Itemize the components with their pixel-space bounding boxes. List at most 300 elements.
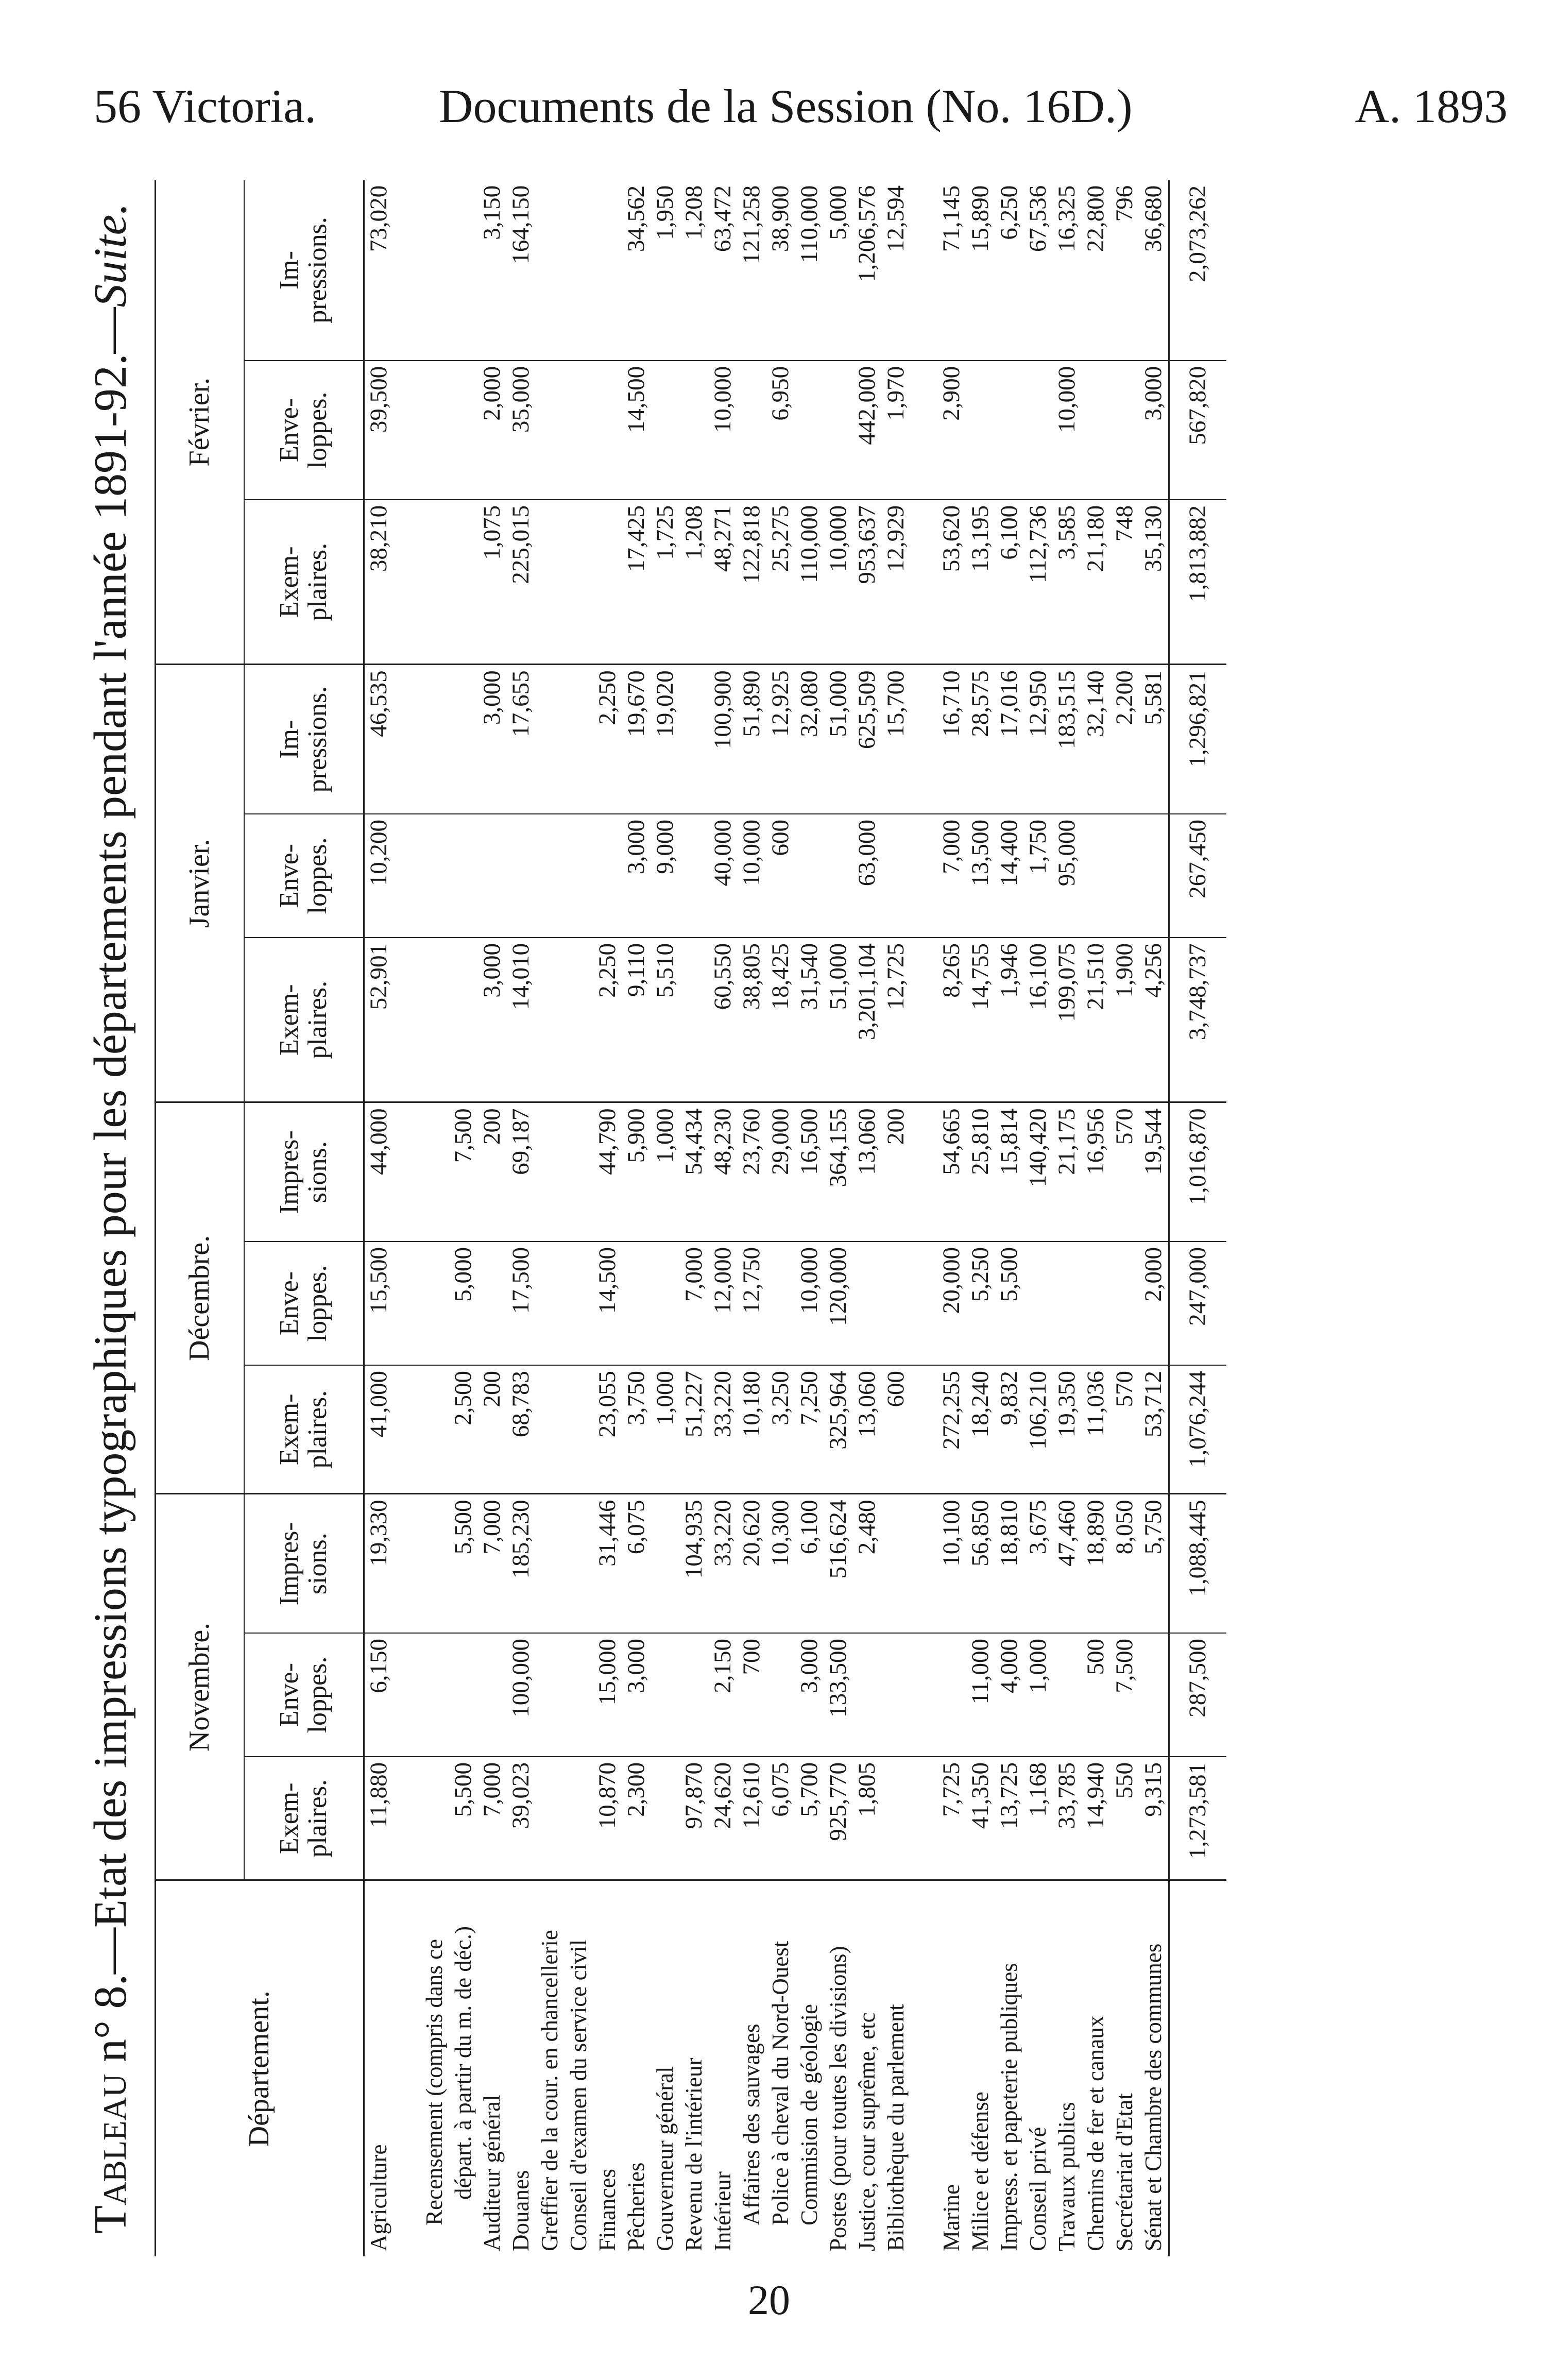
value-cell: 6,100 bbox=[995, 500, 1024, 665]
value-cell: 5,000 bbox=[449, 1242, 478, 1365]
value-cell bbox=[1110, 814, 1139, 938]
value-cell: 16,325 bbox=[1053, 180, 1082, 361]
value-cell bbox=[680, 1633, 709, 1757]
value-cell: 15,500 bbox=[364, 1242, 394, 1365]
value-cell bbox=[565, 1242, 593, 1365]
value-cell bbox=[449, 500, 478, 665]
value-cell: 39,023 bbox=[507, 1757, 536, 1880]
value-cell bbox=[680, 938, 709, 1102]
value-cell: 925,770 bbox=[824, 1757, 853, 1880]
value-cell: 16,956 bbox=[1082, 1102, 1110, 1242]
value-cell: 20,000 bbox=[937, 1242, 966, 1365]
value-cell: 21,510 bbox=[1082, 938, 1110, 1102]
value-cell: 51,000 bbox=[824, 665, 853, 814]
table-row bbox=[651, 180, 680, 2256]
value-cell: 8,265 bbox=[937, 938, 966, 1102]
table-row bbox=[680, 180, 709, 2256]
subheader-line-2: loppes. bbox=[303, 1656, 332, 1733]
value-cell: 500 bbox=[1082, 1633, 1110, 1757]
subheader-line-1: Im- bbox=[275, 720, 304, 759]
value-cell: 104,935 bbox=[680, 1494, 709, 1633]
value-cell bbox=[449, 1633, 478, 1757]
value-cell: 19,544 bbox=[1139, 1102, 1169, 1242]
value-cell: 225,015 bbox=[507, 500, 536, 665]
value-cell bbox=[536, 1365, 565, 1494]
value-cell bbox=[651, 1633, 680, 1757]
value-cell: 38,900 bbox=[766, 180, 795, 361]
value-cell: 5,000 bbox=[824, 180, 853, 361]
value-cell: 18,425 bbox=[766, 938, 795, 1102]
value-cell: 1,950 bbox=[651, 180, 680, 361]
value-cell: 15,000 bbox=[593, 1633, 622, 1757]
value-cell: 18,810 bbox=[995, 1494, 1024, 1633]
total-cell: 1,273,581 bbox=[1169, 1757, 1227, 1880]
value-cell: 6,075 bbox=[766, 1757, 795, 1880]
value-cell bbox=[536, 1494, 565, 1633]
value-cell bbox=[536, 500, 565, 665]
table-row bbox=[622, 180, 651, 2256]
value-cell bbox=[565, 361, 593, 500]
value-cell: 7,500 bbox=[449, 1102, 478, 1242]
running-header-right: A. 1893 bbox=[1355, 80, 1508, 132]
department-label: départ. à partir du m. de déc.) bbox=[450, 1926, 476, 2200]
value-cell: 1,208 bbox=[680, 500, 709, 665]
value-cell bbox=[824, 814, 853, 938]
value-cell: 3,750 bbox=[622, 1365, 651, 1494]
value-cell bbox=[449, 938, 478, 1102]
value-cell: 5,500 bbox=[449, 1757, 478, 1880]
value-cell: 14,500 bbox=[622, 361, 651, 500]
department-label: Police à cheval du Nord-Ouest bbox=[767, 1941, 794, 2225]
value-cell bbox=[1110, 1242, 1139, 1365]
value-cell: 60,550 bbox=[709, 938, 738, 1102]
value-cell: 14,755 bbox=[966, 938, 995, 1102]
value-cell: 1,206,576 bbox=[853, 180, 882, 361]
value-cell bbox=[420, 361, 449, 500]
table-row bbox=[709, 180, 738, 2256]
value-cell: 1,000 bbox=[1024, 1633, 1053, 1757]
value-cell: 6,250 bbox=[995, 180, 1024, 361]
value-cell: 3,585 bbox=[1053, 500, 1082, 665]
month-header-janvier: Janvier. bbox=[156, 665, 245, 1102]
value-cell: 3,150 bbox=[478, 180, 507, 361]
value-cell: 5,250 bbox=[966, 1242, 995, 1365]
value-cell bbox=[593, 814, 622, 938]
value-cell: 2,500 bbox=[449, 1365, 478, 1494]
value-cell: 7,000 bbox=[680, 1242, 709, 1365]
value-cell: 2,480 bbox=[853, 1494, 882, 1633]
value-cell bbox=[420, 1494, 449, 1633]
value-cell: 15,814 bbox=[995, 1102, 1024, 1242]
value-cell: 7,000 bbox=[478, 1757, 507, 1880]
value-cell: 19,350 bbox=[1053, 1365, 1082, 1494]
spacer-row bbox=[394, 180, 420, 2256]
value-cell: 10,180 bbox=[738, 1365, 766, 1494]
department-label: Chemins de fer et canaux bbox=[1083, 2015, 1109, 2251]
value-cell: 33,785 bbox=[1053, 1757, 1082, 1880]
value-cell bbox=[882, 1757, 911, 1880]
value-cell: 10,000 bbox=[824, 500, 853, 665]
value-cell: 28,575 bbox=[966, 665, 995, 814]
value-cell: 71,145 bbox=[937, 180, 966, 361]
value-cell: 10,300 bbox=[766, 1494, 795, 1633]
table-row bbox=[824, 180, 853, 2256]
table-row bbox=[995, 180, 1024, 2256]
value-cell: 39,500 bbox=[364, 361, 394, 500]
value-cell: 21,175 bbox=[1053, 1102, 1082, 1242]
value-cell: 25,275 bbox=[766, 500, 795, 665]
value-cell bbox=[565, 665, 593, 814]
value-cell bbox=[420, 1633, 449, 1757]
value-cell: 4,000 bbox=[995, 1633, 1024, 1757]
page-number: 20 bbox=[748, 2276, 790, 2323]
subheader-line-2: loppes. bbox=[303, 392, 332, 469]
value-cell: 6,075 bbox=[622, 1494, 651, 1633]
subheader-line-1: Exem- bbox=[275, 984, 304, 1056]
value-cell bbox=[1024, 1242, 1053, 1365]
subheader-line-2: plaires. bbox=[303, 980, 332, 1059]
month-header-novembre: Novembre. bbox=[156, 1494, 245, 1880]
running-header-center bbox=[439, 82, 1133, 130]
header-center-close: .) bbox=[1104, 80, 1133, 132]
value-cell: 14,010 bbox=[507, 938, 536, 1102]
value-cell: 3,675 bbox=[1024, 1494, 1053, 1633]
value-cell: 112,736 bbox=[1024, 500, 1053, 665]
value-cell: 11,000 bbox=[966, 1633, 995, 1757]
value-cell: 73,020 bbox=[364, 180, 394, 361]
table-row bbox=[966, 180, 995, 2256]
value-cell: 11,036 bbox=[1082, 1365, 1110, 1494]
value-cell: 16,100 bbox=[1024, 938, 1053, 1102]
value-cell: 7,000 bbox=[478, 1494, 507, 1633]
subheader-line-1: Im- bbox=[275, 250, 304, 290]
value-cell: 5,581 bbox=[1139, 665, 1169, 814]
value-cell bbox=[536, 814, 565, 938]
value-cell: 3,000 bbox=[622, 1633, 651, 1757]
value-cell: 47,460 bbox=[1053, 1494, 1082, 1633]
value-cell bbox=[1024, 361, 1053, 500]
value-cell: 5,750 bbox=[1139, 1494, 1169, 1633]
caption-main: n° 8.—Etat des impressions typographiques pour les départements pendant l'année 1891-92.— bbox=[85, 307, 136, 2062]
value-cell bbox=[824, 361, 853, 500]
value-cell: 325,964 bbox=[824, 1365, 853, 1494]
subheader-novembre-exemplaires bbox=[244, 1757, 364, 1880]
value-cell bbox=[593, 500, 622, 665]
value-cell bbox=[738, 361, 766, 500]
department-label: Travaux publics bbox=[1054, 2102, 1080, 2251]
value-cell: 796 bbox=[1110, 180, 1139, 361]
department-label: Conseil privé bbox=[1025, 2127, 1051, 2251]
subheader-line-2: plaires. bbox=[303, 1779, 332, 1858]
subheader-line-1: Enve- bbox=[275, 398, 304, 463]
value-cell: 24,620 bbox=[709, 1757, 738, 1880]
table-row bbox=[593, 180, 622, 2256]
value-cell: 13,060 bbox=[853, 1102, 882, 1242]
value-cell: 48,230 bbox=[709, 1102, 738, 1242]
total-cell: 247,000 bbox=[1169, 1242, 1227, 1365]
table-row bbox=[449, 180, 478, 2256]
value-cell bbox=[937, 1633, 966, 1757]
value-cell bbox=[449, 361, 478, 500]
subheader-janvier-enveloppes bbox=[244, 814, 364, 938]
value-cell: 9,315 bbox=[1139, 1757, 1169, 1880]
value-cell: 5,500 bbox=[995, 1242, 1024, 1365]
value-cell: 600 bbox=[766, 814, 795, 938]
value-cell: 1,805 bbox=[853, 1757, 882, 1880]
value-cell bbox=[565, 938, 593, 1102]
subheader-line-2: sions. bbox=[303, 1141, 332, 1203]
value-cell bbox=[565, 814, 593, 938]
department-label: Revenu de l'intérieur bbox=[681, 2058, 707, 2251]
value-cell: 17,016 bbox=[995, 665, 1024, 814]
value-cell: 2,150 bbox=[709, 1633, 738, 1757]
value-cell bbox=[995, 361, 1024, 500]
value-cell bbox=[680, 361, 709, 500]
department-label: Postes (pour toutes les divisions) bbox=[825, 1946, 851, 2251]
value-cell: 40,000 bbox=[709, 814, 738, 938]
table-row bbox=[1082, 180, 1110, 2256]
value-cell: 38,210 bbox=[364, 500, 394, 665]
value-cell bbox=[420, 938, 449, 1102]
value-cell: 11,880 bbox=[364, 1757, 394, 1880]
value-cell: 1,208 bbox=[680, 180, 709, 361]
value-cell: 3,000 bbox=[478, 665, 507, 814]
table-row bbox=[1024, 180, 1053, 2256]
value-cell: 272,255 bbox=[937, 1365, 966, 1494]
subheader-line-2: loppes. bbox=[303, 1265, 332, 1342]
value-cell bbox=[651, 1757, 680, 1880]
value-cell: 1,725 bbox=[651, 500, 680, 665]
value-cell: 15,700 bbox=[882, 665, 911, 814]
value-cell bbox=[536, 938, 565, 1102]
value-cell bbox=[651, 1242, 680, 1365]
department-label: Commision de géologie bbox=[796, 2004, 823, 2225]
value-cell: 3,000 bbox=[795, 1633, 824, 1757]
value-cell: 17,655 bbox=[507, 665, 536, 814]
value-cell: 1,750 bbox=[1024, 814, 1053, 938]
table-row bbox=[420, 180, 449, 2256]
header-center-suffix: D bbox=[1070, 80, 1105, 132]
value-cell bbox=[420, 180, 449, 361]
value-cell: 38,805 bbox=[738, 938, 766, 1102]
value-cell: 21,180 bbox=[1082, 500, 1110, 665]
value-cell: 48,271 bbox=[709, 500, 738, 665]
value-cell: 120,000 bbox=[824, 1242, 853, 1365]
value-cell bbox=[882, 1494, 911, 1633]
value-cell: 13,195 bbox=[966, 500, 995, 665]
total-cell: 3,748,737 bbox=[1169, 938, 1227, 1102]
department-column-header: Département. bbox=[156, 1880, 364, 2256]
value-cell: 12,925 bbox=[766, 665, 795, 814]
table-row bbox=[364, 180, 394, 2256]
department-label: Auditeur général bbox=[479, 2095, 505, 2251]
value-cell: 516,624 bbox=[824, 1494, 853, 1633]
subheader-decembre-enveloppes bbox=[244, 1242, 364, 1365]
department-label: Bibliothèque du parlement bbox=[883, 2004, 909, 2251]
value-cell: 183,515 bbox=[1053, 665, 1082, 814]
subheader-line-1: Exem- bbox=[275, 546, 304, 618]
value-cell: 15,890 bbox=[966, 180, 995, 361]
value-cell: 51,890 bbox=[738, 665, 766, 814]
value-cell: 36,680 bbox=[1139, 180, 1169, 361]
value-cell: 10,000 bbox=[738, 814, 766, 938]
value-cell: 106,210 bbox=[1024, 1365, 1053, 1494]
subheader-line-2: plaires. bbox=[303, 542, 332, 621]
value-cell: 7,725 bbox=[937, 1757, 966, 1880]
value-cell: 19,020 bbox=[651, 665, 680, 814]
value-cell: 199,075 bbox=[1053, 938, 1082, 1102]
value-cell: 44,790 bbox=[593, 1102, 622, 1242]
running-header-left: 56 Victoria. bbox=[94, 80, 317, 132]
department-label: Agriculture bbox=[366, 2144, 392, 2251]
value-cell bbox=[565, 1365, 593, 1494]
table-row bbox=[766, 180, 795, 2256]
value-cell: 63,472 bbox=[709, 180, 738, 361]
value-cell: 164,150 bbox=[507, 180, 536, 361]
value-cell bbox=[420, 1365, 449, 1494]
value-cell bbox=[1139, 814, 1169, 938]
value-cell bbox=[565, 1633, 593, 1757]
value-cell: 6,150 bbox=[364, 1633, 394, 1757]
caption-suite: Suite. bbox=[85, 203, 136, 308]
value-cell: 67,536 bbox=[1024, 180, 1053, 361]
value-cell: 33,220 bbox=[709, 1365, 738, 1494]
value-cell bbox=[536, 1102, 565, 1242]
value-cell bbox=[651, 361, 680, 500]
department-label: Recensement (compris dans ce bbox=[421, 1939, 448, 2225]
value-cell: 9,832 bbox=[995, 1365, 1024, 1494]
department-label: Affaires des sauvages bbox=[739, 2024, 765, 2225]
department-label: Justice, cour suprême, etc bbox=[854, 2012, 880, 2251]
value-cell bbox=[449, 665, 478, 814]
value-cell: 100,000 bbox=[507, 1633, 536, 1757]
value-cell: 10,200 bbox=[364, 814, 394, 938]
value-cell: 600 bbox=[882, 1365, 911, 1494]
total-cell: 1,016,870 bbox=[1169, 1102, 1227, 1242]
value-cell: 34,562 bbox=[622, 180, 651, 361]
value-cell bbox=[882, 1242, 911, 1365]
value-cell: 16,710 bbox=[937, 665, 966, 814]
value-cell: 570 bbox=[1110, 1102, 1139, 1242]
value-cell: 44,000 bbox=[364, 1102, 394, 1242]
value-cell: 95,000 bbox=[1053, 814, 1082, 938]
value-cell: 140,420 bbox=[1024, 1102, 1053, 1242]
subheader-line-1: Exem- bbox=[275, 1782, 304, 1855]
value-cell: 2,300 bbox=[622, 1757, 651, 1880]
value-cell bbox=[680, 665, 709, 814]
department-label: Secrétariat d'Etat bbox=[1112, 2093, 1138, 2251]
value-cell bbox=[680, 814, 709, 938]
table-row bbox=[738, 180, 766, 2256]
value-cell: 121,258 bbox=[738, 180, 766, 361]
value-cell bbox=[622, 1242, 651, 1365]
value-cell bbox=[420, 665, 449, 814]
value-cell bbox=[420, 1757, 449, 1880]
value-cell: 53,620 bbox=[937, 500, 966, 665]
value-cell: 1,000 bbox=[651, 1365, 680, 1494]
table-row bbox=[853, 180, 882, 2256]
value-cell bbox=[536, 1242, 565, 1365]
total-cell: 2,073,262 bbox=[1169, 180, 1227, 361]
value-cell: 41,350 bbox=[966, 1757, 995, 1880]
value-cell: 13,500 bbox=[966, 814, 995, 938]
department-label: Gouverneur général bbox=[652, 2066, 678, 2251]
value-cell: 52,901 bbox=[364, 938, 394, 1102]
value-cell bbox=[478, 1242, 507, 1365]
value-cell: 20,620 bbox=[738, 1494, 766, 1633]
value-cell: 3,201,104 bbox=[853, 938, 882, 1102]
value-cell: 22,800 bbox=[1082, 180, 1110, 361]
table-row bbox=[1053, 180, 1082, 2256]
value-cell: 550 bbox=[1110, 1757, 1139, 1880]
value-cell: 200 bbox=[478, 1102, 507, 1242]
value-cell: 23,760 bbox=[738, 1102, 766, 1242]
value-cell: 122,818 bbox=[738, 500, 766, 665]
value-cell: 19,670 bbox=[622, 665, 651, 814]
totals-row bbox=[1169, 180, 1227, 2256]
value-cell bbox=[420, 1242, 449, 1365]
value-cell: 33,220 bbox=[709, 1494, 738, 1633]
value-cell: 35,000 bbox=[507, 361, 536, 500]
value-cell bbox=[966, 361, 995, 500]
value-cell: 51,000 bbox=[824, 938, 853, 1102]
subheader-line-2: pressions. bbox=[303, 217, 332, 324]
value-cell bbox=[565, 500, 593, 665]
value-cell: 12,929 bbox=[882, 500, 911, 665]
value-cell: 32,080 bbox=[795, 665, 824, 814]
value-cell: 2,900 bbox=[937, 361, 966, 500]
value-cell: 1,000 bbox=[651, 1102, 680, 1242]
value-cell: 6,100 bbox=[795, 1494, 824, 1633]
value-cell bbox=[853, 1633, 882, 1757]
value-cell: 56,850 bbox=[966, 1494, 995, 1633]
department-label: Finances bbox=[594, 2169, 621, 2251]
subheader-line-1: Enve- bbox=[275, 1662, 304, 1727]
value-cell: 41,000 bbox=[364, 1365, 394, 1494]
value-cell: 442,000 bbox=[853, 361, 882, 500]
department-label: Milice et défense bbox=[967, 2092, 994, 2251]
department-label: Impress. et papeterie publiques bbox=[996, 1963, 1022, 2251]
value-cell: 6,950 bbox=[766, 361, 795, 500]
total-cell: 1,088,445 bbox=[1169, 1494, 1227, 1633]
value-cell: 1,970 bbox=[882, 361, 911, 500]
rotated-table-region bbox=[77, 180, 1288, 2256]
value-cell: 53,712 bbox=[1139, 1365, 1169, 1494]
value-cell bbox=[565, 1757, 593, 1880]
value-cell: 13,060 bbox=[853, 1365, 882, 1494]
subheader-line-1: Exem- bbox=[275, 1393, 304, 1466]
value-cell bbox=[1053, 1242, 1082, 1365]
table-row bbox=[507, 180, 536, 2256]
value-cell: 700 bbox=[738, 1633, 766, 1757]
caption-prefix: Tableau bbox=[85, 2073, 136, 2234]
value-cell bbox=[536, 1633, 565, 1757]
value-cell: 5,900 bbox=[622, 1102, 651, 1242]
value-cell: 31,540 bbox=[795, 938, 824, 1102]
subheader-fevrier-impressions bbox=[244, 180, 364, 361]
subheader-decembre-impressions bbox=[244, 1102, 364, 1242]
value-cell bbox=[1139, 1633, 1169, 1757]
value-cell: 364,155 bbox=[824, 1102, 853, 1242]
subheader-line-1: Enve- bbox=[275, 1271, 304, 1336]
value-cell: 9,110 bbox=[622, 938, 651, 1102]
table-caption bbox=[77, 180, 144, 2256]
total-cell: 1,813,882 bbox=[1169, 500, 1227, 665]
subheader-novembre-impressions bbox=[244, 1494, 364, 1633]
table-row bbox=[1110, 180, 1139, 2256]
subheader-line-2: pressions. bbox=[303, 686, 332, 793]
value-cell: 133,500 bbox=[824, 1633, 853, 1757]
